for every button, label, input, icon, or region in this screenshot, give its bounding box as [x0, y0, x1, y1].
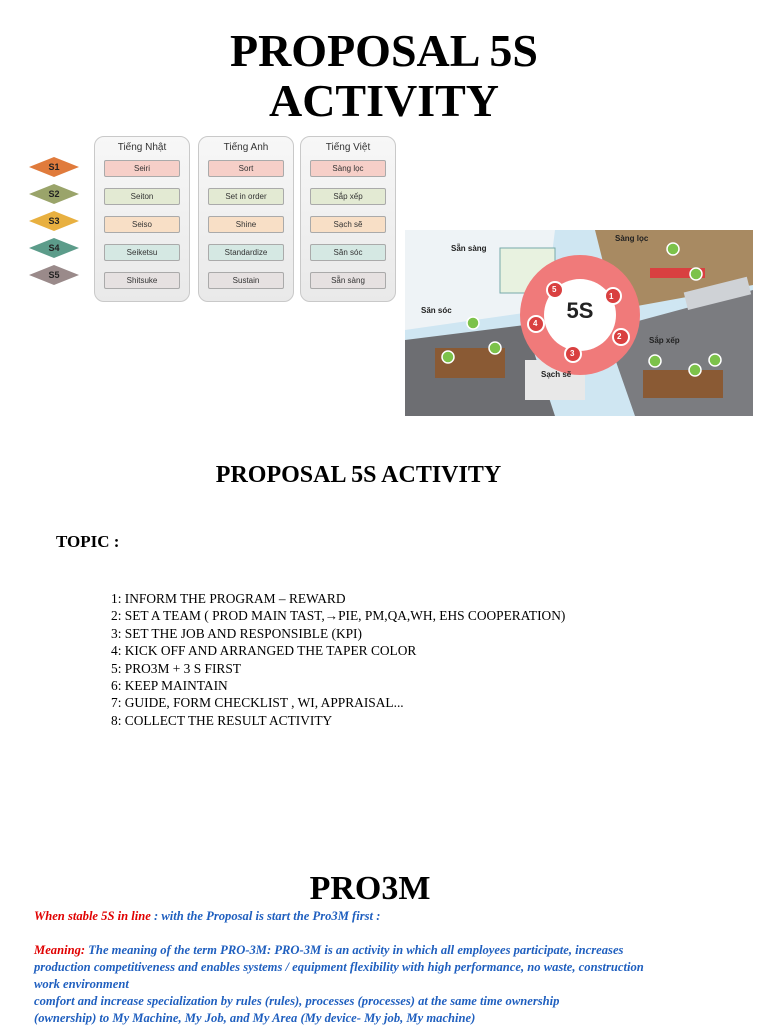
pro3m-body [34, 908, 760, 1027]
level-badge [28, 210, 80, 232]
level-badge [28, 183, 80, 205]
topic-item: 3: SET THE JOB AND RESPONSIBLE (KPI) [111, 625, 362, 641]
column-header: Tiếng Việt [325, 142, 371, 153]
topic-label: TOPIC : [56, 532, 120, 551]
term-cell: Sắp xếp [310, 188, 386, 205]
column-header: Tiếng Nhật [117, 142, 167, 153]
term-cell: Sàng lọc [310, 160, 386, 177]
meaning-text: (ownership) to My Machine, My Job, and My Area (My device- My job, My machine) [34, 1011, 476, 1025]
page-title-line: PROPOSAL 5S [229, 25, 538, 76]
term-cell: Set in order [208, 188, 284, 205]
term-cell: Sort [208, 160, 284, 177]
topic-list [111, 590, 565, 729]
meaning-text: work environment [34, 977, 129, 991]
stable-lead: When stable 5S in line [34, 909, 151, 923]
topic-item: 5: PRO3M + 3 S FIRST [111, 660, 241, 676]
meaning-text: The meaning of the term PRO-3M: PRO-3M is an activity in which all employees participate, increases [85, 943, 624, 957]
term-cell: Seiton [104, 188, 180, 205]
level-label: S3 [48, 216, 60, 226]
level-badge [28, 264, 80, 286]
level-badge [28, 237, 80, 259]
term-cell: Seiso [104, 216, 180, 233]
stage-number: 4 [533, 319, 538, 328]
5s-level-column [28, 156, 84, 291]
5s-translation-table [28, 132, 398, 304]
term-cell: Shine [208, 216, 284, 233]
page-title-line: ACTIVITY [268, 75, 500, 126]
5s-center-label: 5S [566, 298, 594, 323]
term-cell: Shitsuke [104, 272, 180, 289]
meaning-line [34, 942, 760, 959]
column-header: Tiếng Anh [223, 142, 269, 153]
level-label: S4 [48, 243, 60, 253]
term-cell: Săn sóc [310, 244, 386, 261]
term-cell: Sẵn sàng [310, 272, 386, 289]
topic-item: 1: INFORM THE PROGRAM – REWARD [111, 591, 346, 606]
level-badge [28, 156, 80, 178]
term-cell: Standardize [208, 244, 284, 261]
stage-label: Sàng lọc [615, 234, 649, 243]
meaning-label: Meaning: [34, 943, 86, 957]
term-cell: Sạch sẽ [310, 216, 386, 233]
topic-item: 8: COLLECT THE RESULT ACTIVITY [111, 712, 333, 728]
meaning-text: comfort and increase specialization by rules (rules), processes (processes) at the same time ownership [34, 994, 560, 1008]
stable-text: : with the Proposal is start the Pro3M first : [150, 909, 381, 923]
section-subtitle: PROPOSAL 5S ACTIVITY [215, 462, 502, 488]
stage-label: Sạch sẽ [541, 370, 572, 379]
stable-line [34, 908, 760, 925]
5s-illustration [405, 230, 753, 416]
topic-item: 6: KEEP MAINTAIN [111, 678, 228, 694]
term-cell: Seiketsu [104, 244, 180, 261]
english-column [198, 136, 294, 302]
stage-label: Sẵn sàng [451, 244, 487, 253]
term-cell: Sustain [208, 272, 284, 289]
stage-number: 5 [552, 285, 557, 294]
japanese-column [94, 136, 190, 302]
stage-number: 2 [617, 332, 622, 341]
level-label: S2 [48, 189, 60, 199]
meaning-text: production competitiveness and enables systems / equipment flexibility with high performance, no waste, construction [34, 960, 644, 974]
level-label: S1 [48, 162, 60, 172]
level-label: S5 [48, 270, 60, 280]
page-title [0, 26, 768, 126]
stage-number: 3 [570, 349, 575, 358]
term-cell: Seiri [104, 160, 180, 177]
vietnamese-column [300, 136, 396, 302]
stage-label: Săn sóc [421, 306, 452, 315]
topic-item: 4: KICK OFF AND ARRANGED THE TAPER COLOR [111, 643, 417, 659]
pro3m-heading: PRO3M [309, 870, 431, 907]
stage-number: 1 [609, 292, 614, 301]
topic-item: 2: SET A TEAM ( PROD MAIN TAST,→PIE, PM,QA,WH, EHS COOPERATION) [111, 608, 566, 624]
stage-label: Sắp xếp [649, 336, 680, 345]
topic-item: 7: GUIDE, FORM CHECKLIST , WI, APPRAISAL... [111, 695, 404, 711]
